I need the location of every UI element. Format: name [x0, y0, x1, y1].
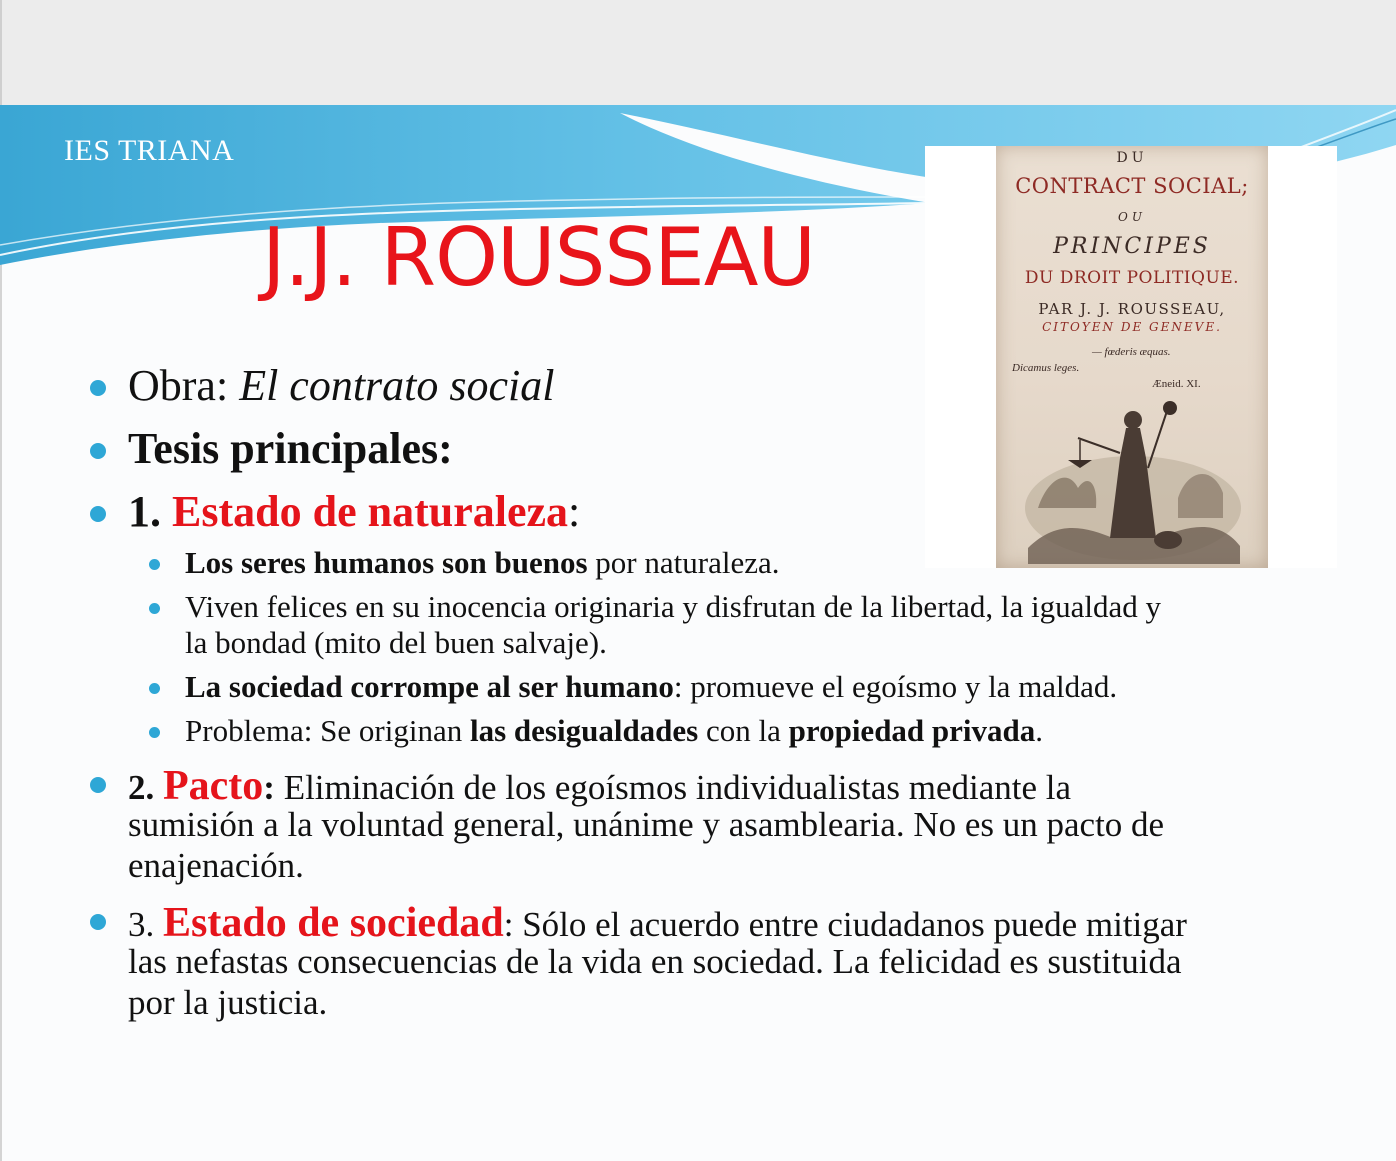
list-item-pacto-line1 [128, 762, 1071, 810]
slide-title: J.J. ROUSSEAU [262, 211, 815, 304]
sub-item-bold: propiedad privada [788, 713, 1036, 748]
item-number: 1. [128, 487, 172, 536]
list-item-pacto-line2: sumisión a la voluntad general, unánime y asamblearia. No es un pacto de [128, 805, 1165, 844]
sub-item-text: con la [698, 713, 789, 748]
cover-ou: OU [1118, 210, 1146, 224]
cover-citoyen: CITOYEN DE GENEVE. [1042, 320, 1222, 334]
org-label: IES TRIANA [64, 134, 235, 167]
cover-principes: PRINCIPES [1053, 234, 1211, 259]
estado-sociedad-text: : Sólo el acuerdo entre ciudadanos puede mitigar [503, 905, 1187, 944]
cover-du: DU [1116, 150, 1148, 166]
sub-item-felices-line2: la bondad (mito del buen salvaje). [185, 625, 607, 660]
punctuation: : [568, 487, 581, 536]
sub-item-buenos [185, 545, 779, 581]
bullet-dot-small [149, 559, 160, 570]
book-cover-image [996, 146, 1268, 568]
bullet-dot [90, 777, 106, 793]
item-number: 3. [128, 905, 163, 944]
obra-value: El contrato social [239, 361, 555, 410]
list-item-estado-sociedad-line1 [128, 899, 1187, 947]
sub-item-bold: Los seres humanos son buenos [185, 545, 588, 580]
item-number: 2. [128, 768, 163, 807]
sub-item-corrompe [185, 669, 1117, 705]
bullet-dot [90, 506, 106, 522]
estado-naturaleza-title: Estado de naturaleza [172, 487, 568, 536]
sub-item-text: Problema: Se originan [185, 713, 470, 748]
viewer-top-bar [0, 0, 1396, 105]
tesis-heading: Tesis principales: [128, 424, 453, 473]
sub-item-felices-line1: Viven felices en su inocencia originaria y disfrutan de la libertad, la igualdad y [185, 589, 1162, 624]
pacto-title: Pacto [163, 763, 264, 809]
bullet-dot-small [149, 683, 160, 694]
cover-dicamus: Dicamus leges. [1012, 362, 1080, 374]
list-item-estado-sociedad-line3: por la justicia. [128, 983, 328, 1022]
sub-item-bold: las desigualdades [469, 713, 699, 748]
list-item-estado-naturaleza [128, 486, 580, 537]
bullet-dot-small [149, 603, 160, 614]
list-item-tesis [128, 423, 453, 474]
engraving-justice-figure [1018, 398, 1248, 564]
obra-label: Obra: [128, 361, 240, 410]
bullet-dot [90, 443, 106, 459]
bullet-dot-small [149, 727, 160, 738]
estado-sociedad-title: Estado de sociedad [163, 900, 504, 946]
sub-item-problema [185, 713, 1043, 749]
bullet-dot [90, 914, 106, 930]
list-item-obra [128, 360, 555, 411]
cover-droit: DU DROIT POLITIQUE. [1024, 268, 1240, 288]
sub-item-text: : promueve el egoísmo y la maldad. [673, 669, 1118, 704]
bullet-dot [90, 380, 106, 396]
list-item-estado-sociedad-line2: las nefastas consecuencias de la vida en sociedad. La felicidad es sustituida [128, 942, 1182, 981]
sub-item-bold: La sociedad corrompe al ser humano [185, 669, 674, 704]
punctuation: . [1035, 713, 1044, 748]
list-item-pacto-line3: enajenación. [128, 846, 304, 885]
cover-foederis: — fœderis æquas. [1092, 346, 1171, 358]
pacto-text: Eliminación de los egoísmos individualistas mediante la [274, 768, 1072, 807]
cover-author: PAR J. J. ROUSSEAU, [1038, 300, 1226, 318]
sub-item-text: por naturaleza. [587, 545, 780, 580]
cover-title: CONTRACT SOCIAL; [1015, 174, 1249, 198]
cover-aeneid: Æneid. XI. [1152, 378, 1201, 390]
punctuation: : [263, 768, 275, 807]
